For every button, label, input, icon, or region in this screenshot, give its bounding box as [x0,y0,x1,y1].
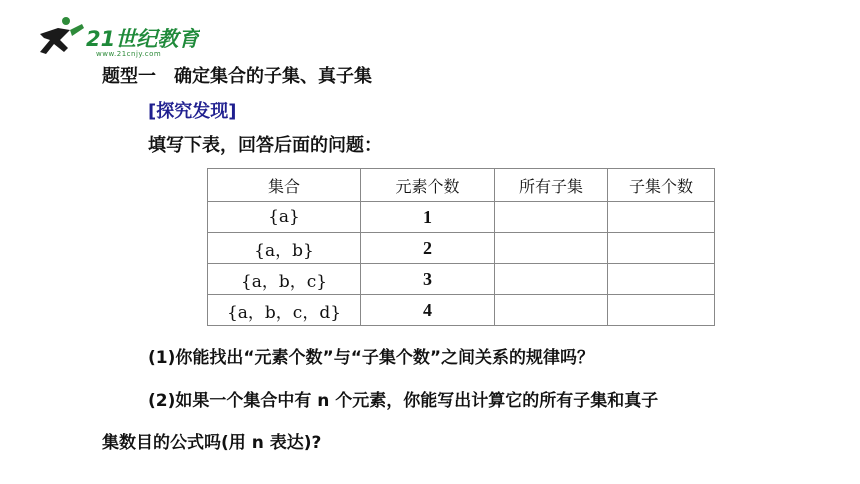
cell-count: 2 [361,233,495,264]
cell-set: {a，b，c} [208,264,361,295]
table-row [208,202,715,233]
cell-subsets[interactable] [495,202,608,233]
cell-subset-count[interactable] [608,233,715,264]
logo-text: 21世纪教育 [86,27,200,51]
question-2-line-1: (2)如果一个集合中有 n 个元素，你能写出计算它的所有子集和真子 [148,391,659,411]
cell-set: {a，b，c，d} [208,295,361,326]
table-row [208,264,715,295]
cell-subset-count[interactable] [608,295,715,326]
question-2-line-2: 集数目的公式吗(用 n 表达)? [102,433,322,453]
page-heading: 题型一 确定集合的子集、真子集 [102,66,372,87]
table-row [208,233,715,264]
header-element-count: 元素个数 [361,169,495,202]
cell-count: 1 [361,202,495,233]
header-all-subsets: 所有子集 [495,169,608,202]
table-row [208,295,715,326]
cell-subsets[interactable] [495,295,608,326]
question-1: (1)你能找出“元素个数”与“子集个数”之间关系的规律吗？ [148,348,595,368]
cell-count: 4 [361,295,495,326]
logo-url: www.21cnjy.com [96,50,162,58]
cell-subsets[interactable] [495,264,608,295]
cell-count: 3 [361,264,495,295]
header-subset-count: 子集个数 [608,169,715,202]
header-set: 集合 [208,169,361,202]
cell-subset-count[interactable] [608,264,715,295]
section-label: [探究发现] [148,101,237,122]
cell-subsets[interactable] [495,233,608,264]
subset-table [207,168,715,326]
cell-set: {a，b} [208,233,361,264]
cell-subset-count[interactable] [608,202,715,233]
runner-icon [40,17,84,54]
table-header-row [208,169,715,202]
instruction-text: 填写下表，回答后面的问题： [148,135,382,156]
cell-set: {a} [208,202,361,233]
